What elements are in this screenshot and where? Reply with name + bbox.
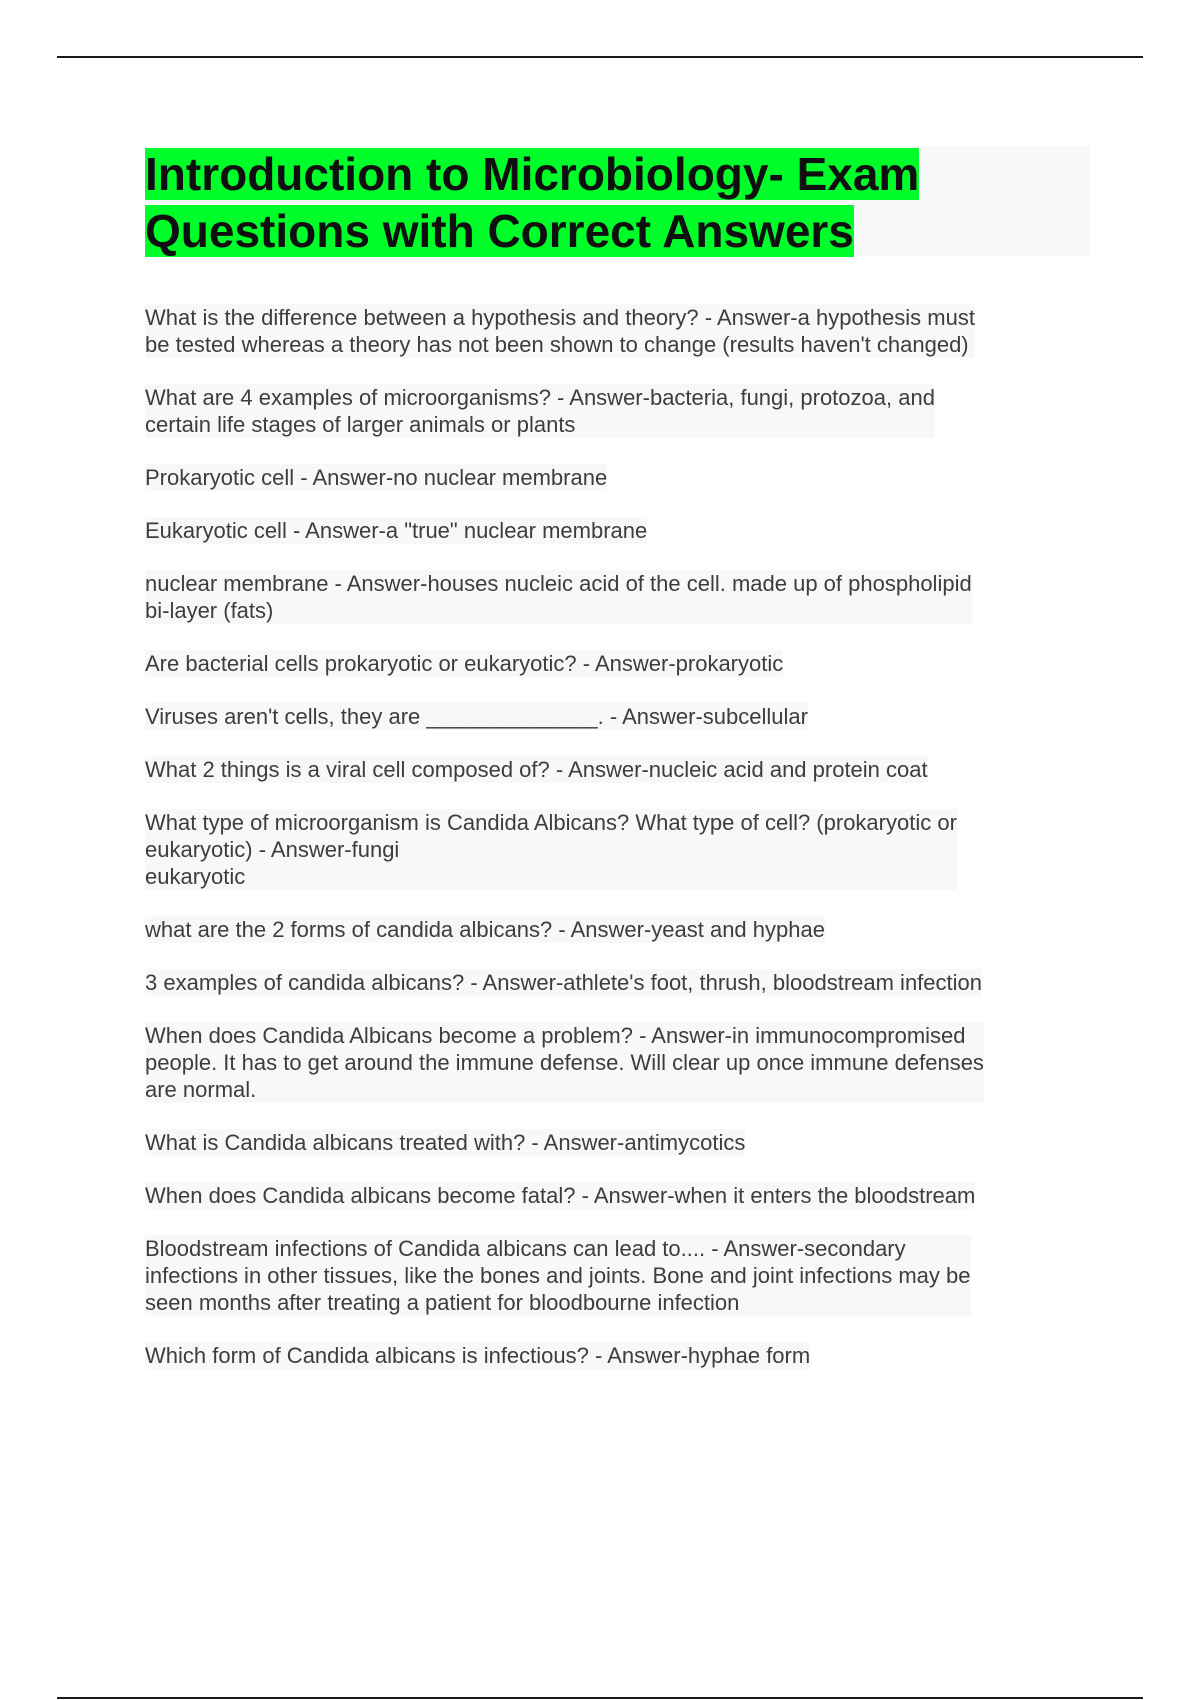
qa-item-10: what are the 2 forms of candida albicans? - Answer-yeast and hyphae xyxy=(145,917,825,942)
qa-item-14: When does Candida albicans become fatal? - Answer-when it enters the bloodstream xyxy=(145,1183,976,1208)
qa-item-11: 3 examples of candida albicans? - Answer-athlete's foot, thrush, bloodstream infection xyxy=(145,970,982,995)
qa-item-15: Bloodstream infections of Candida albicans can lead to.... - Answer-secondary infections in other tissues, like the bones and joints. Bone and joint infections may be seen months after treating a patient for bloodbourne infection xyxy=(145,1236,971,1315)
header-rule xyxy=(57,56,1143,58)
footer-rule xyxy=(57,1697,1143,1699)
qa-item-5: nuclear membrane - Answer-houses nucleic acid of the cell. made up of phospholipid bi-layer (fats) xyxy=(145,571,972,623)
qa-item-2: What are 4 examples of microorganisms? - Answer-bacteria, fungi, protozoa, and certain life stages of larger animals or plants xyxy=(145,385,935,437)
qa-item-1: What is the difference between a hypothesis and theory? - Answer-a hypothesis must be tested whereas a theory has not been shown to change (results haven't changed) xyxy=(145,305,975,357)
document-body xyxy=(145,146,1090,1395)
qa-item-6: Are bacterial cells prokaryotic or eukaryotic? - Answer-prokaryotic xyxy=(145,651,784,676)
qa-item-8: What 2 things is a viral cell composed of? - Answer-nucleic acid and protein coat xyxy=(145,757,928,782)
title-block xyxy=(145,146,1090,256)
qa-item-13: What is Candida albicans treated with? - Answer-antimycotics xyxy=(145,1130,746,1155)
qa-item-9: What type of microorganism is Candida Albicans? What type of cell? (prokaryotic or eukaryotic) - Answer-fungi eukaryotic xyxy=(145,810,957,889)
qa-item-7: Viruses aren't cells, they are ______________. - Answer-subcellular xyxy=(145,704,808,729)
title-line-1: Introduction to Microbiology- Exam xyxy=(145,148,920,200)
page-title xyxy=(145,146,1090,260)
qa-item-3: Prokaryotic cell - Answer-no nuclear membrane xyxy=(145,465,608,490)
title-line-2: Questions with Correct Answers xyxy=(145,205,854,257)
qa-item-4: Eukaryotic cell - Answer-a "true" nuclear membrane xyxy=(145,518,648,543)
qa-item-12: When does Candida Albicans become a problem? - Answer-in immunocompromised people. It has to get around the immune defense. Will clear up once immune defenses are normal. xyxy=(145,1023,984,1102)
qa-item-16: Which form of Candida albicans is infectious? - Answer-hyphae form xyxy=(145,1343,811,1368)
